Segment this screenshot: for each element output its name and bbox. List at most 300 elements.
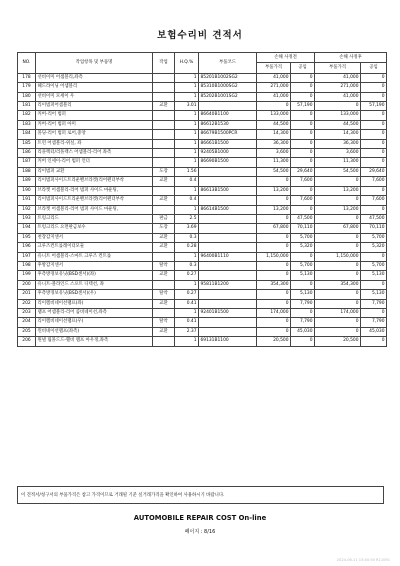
cell-no: 187 [18, 158, 36, 167]
table-row [18, 139, 387, 148]
cell-code [199, 167, 257, 176]
cell-work [153, 186, 175, 195]
cell-no: 203 [18, 308, 36, 317]
cell-after-labor: 0 [361, 92, 387, 101]
cell-work [153, 120, 175, 129]
cell-name: 리이범퍼사이드트리운밴브라켓(리어펜더부착 [36, 196, 153, 205]
cell-after-part: 67,800 [315, 224, 361, 233]
cell-code [199, 261, 257, 270]
col-name-header: 작업항목 및 부품명 [36, 53, 153, 74]
cell-no: 178 [18, 73, 36, 82]
col-before-labor-header: 공임 [291, 63, 315, 73]
table-row [18, 83, 387, 92]
cell-code: 96400B1110 [199, 252, 257, 261]
cell-before-labor: 57,190 [291, 102, 315, 111]
table-body [18, 73, 387, 346]
cell-work: 도장 [153, 224, 175, 233]
cell-no: 188 [18, 167, 36, 176]
cell-no: 180 [18, 92, 36, 101]
table-row [18, 233, 387, 242]
table-row [18, 214, 387, 223]
cell-before-part: 13,200 [257, 205, 291, 214]
cell-work: 탈착 [153, 290, 175, 299]
cell-before-part: 174,000 [257, 308, 291, 317]
cell-after-part: 0 [315, 299, 361, 308]
cell-no: 197 [18, 252, 36, 261]
cell-work: 교환 [153, 327, 175, 336]
cell-name: 원넬 림몰드드-휀비 램프 아우정,좌측 [36, 337, 153, 346]
cell-after-part: 41,000 [315, 92, 361, 101]
table-row [18, 111, 387, 120]
cell-before-part: 20,500 [257, 337, 291, 346]
cell-name: 몰딩-리어 범퍼 로어,중앙 [36, 130, 153, 139]
cell-after-part: 0 [315, 102, 361, 111]
cell-after-part: 0 [315, 271, 361, 280]
table-row [18, 308, 387, 317]
cell-name: 유니트-블라인드 스포트 디텍션, 좌 [36, 280, 153, 289]
cell-after-part: 174,000 [315, 308, 361, 317]
cell-after-labor: 5,700 [361, 233, 387, 242]
cell-name: 선비이미 모세이 우 [36, 92, 153, 101]
cell-name: 유니트 어셈블리-스마트 크루즈 컨트롤 [36, 252, 153, 261]
cell-name: 브라켓 어셈블리-리어 범퍼 사이드 마운팅, [36, 186, 153, 195]
cell-before-labor: 0 [291, 111, 315, 120]
cell-before-labor: 0 [291, 308, 315, 317]
cell-work: 도장 [153, 167, 175, 176]
cell-code [199, 318, 257, 327]
cell-name: 헤드라이닝 어셈블리 [36, 83, 153, 92]
cell-no: 206 [18, 337, 36, 346]
cell-hq: 0.27 [175, 290, 199, 299]
cell-no: 205 [18, 327, 36, 336]
cell-name: 커버 인세이-리어 범퍼 언더 [36, 158, 153, 167]
cell-after-part: 1,150,000 [315, 252, 361, 261]
cell-before-labor: 0 [291, 120, 315, 129]
cell-work [153, 158, 175, 167]
cell-after-labor: 0 [361, 252, 387, 261]
cell-after-labor: 0 [361, 73, 387, 82]
cell-no: 196 [18, 243, 36, 252]
cell-hq: 1 [175, 205, 199, 214]
table-row [18, 318, 387, 327]
cell-code: 92401B1500 [199, 308, 257, 317]
cell-no: 204 [18, 318, 36, 327]
col-no-header: NO. [18, 53, 36, 74]
cell-no: 198 [18, 261, 36, 270]
cell-before-labor: 5,130 [291, 290, 315, 299]
cell-before-labor: 0 [291, 337, 315, 346]
cell-before-part: 0 [257, 102, 291, 111]
cell-code: 86690B1500 [199, 158, 257, 167]
cell-work: 판금 [153, 214, 175, 223]
cell-hq: 1 [175, 149, 199, 158]
cell-before-part: 354,300 [257, 280, 291, 289]
table-row [18, 280, 387, 289]
cell-name: 선비이미 어셈블리,좌측 [36, 73, 153, 82]
cell-after-part: 0 [315, 214, 361, 223]
cell-after-labor: 7,790 [361, 299, 387, 308]
cell-after-part: 0 [315, 261, 361, 270]
cell-code: 86612B1530 [199, 120, 257, 129]
cell-work [153, 139, 175, 148]
cell-no: 189 [18, 177, 36, 186]
cell-after-part: 0 [315, 318, 361, 327]
cell-no: 195 [18, 233, 36, 242]
table-row [18, 130, 387, 139]
cell-after-part: 13,200 [315, 205, 361, 214]
cell-name: 브라켓 어셈블리-리어 범퍼 사이드 마운팅, [36, 205, 153, 214]
col-before-part-header: 부품가격 [257, 63, 291, 73]
cell-name: 윈비네이션램프(좌측) [36, 327, 153, 336]
cell-hq: 3.69 [175, 224, 199, 233]
cell-code [199, 271, 257, 280]
table-row [18, 224, 387, 233]
cell-before-labor: 0 [291, 280, 315, 289]
cell-after-part: 0 [315, 233, 361, 242]
table-row [18, 252, 387, 261]
cell-after-part: 3,600 [315, 149, 361, 158]
cell-after-labor: 5,320 [361, 243, 387, 252]
cell-before-part: 0 [257, 177, 291, 186]
cell-before-part: 0 [257, 299, 291, 308]
cell-before-part: 54,500 [257, 167, 291, 176]
cell-name: 트렁크리드 요면판금보수 [36, 224, 153, 233]
cell-work [153, 205, 175, 214]
cell-after-labor: 0 [361, 308, 387, 317]
cell-code: 85202B1001SG2 [199, 92, 257, 101]
cell-no: 186 [18, 149, 36, 158]
cell-code: 69131B1100 [199, 337, 257, 346]
cell-hq: 1 [175, 186, 199, 195]
page-number: 페이지 : 8/16 [184, 529, 216, 535]
cell-before-part: 41,000 [257, 73, 291, 82]
cell-before-labor: 0 [291, 252, 315, 261]
cell-name: 트윈 어셈블리-위실, 좌 [36, 139, 153, 148]
cell-hq: 3.01 [175, 102, 199, 111]
footer-title: AUTOMOBILE REPAIR COST On-line [133, 514, 267, 522]
cell-code: 86614B1500 [199, 205, 257, 214]
cell-after-labor: 7,600 [361, 196, 387, 205]
cell-after-labor: 0 [361, 83, 387, 92]
cell-before-part: 0 [257, 290, 291, 299]
cell-before-part: 1,150,000 [257, 252, 291, 261]
cell-after-labor: 5,130 [361, 290, 387, 299]
cell-before-labor: 7,600 [291, 177, 315, 186]
cell-before-part: 0 [257, 196, 291, 205]
cell-after-labor: 0 [361, 111, 387, 120]
cell-no: 183 [18, 120, 36, 129]
cell-hq: 0.27 [175, 271, 199, 280]
cell-after-part: 0 [315, 327, 361, 336]
cell-work [153, 280, 175, 289]
cell-after-labor: 45,030 [361, 327, 387, 336]
cell-before-labor: 0 [291, 139, 315, 148]
cell-name: 후측방경보유닛(BSD센서)(좌) [36, 271, 153, 280]
cell-name: 후측방경보유닛(BSD센서)(우) [36, 290, 153, 299]
table-row [18, 261, 387, 270]
cell-after-part: 0 [315, 243, 361, 252]
cell-after-part: 0 [315, 290, 361, 299]
table-row [18, 205, 387, 214]
cell-no: 201 [18, 290, 36, 299]
cell-before-labor: 29,640 [291, 167, 315, 176]
cell-code [199, 290, 257, 299]
cell-before-labor: 5,320 [291, 243, 315, 252]
col-work-header: 작업 [153, 53, 175, 74]
cell-work: 교환 [153, 271, 175, 280]
cell-before-part: 3,600 [257, 149, 291, 158]
cell-after-labor: 5,700 [361, 261, 387, 270]
cell-code [199, 102, 257, 111]
cell-before-labor: 70,110 [291, 224, 315, 233]
cell-work [153, 252, 175, 261]
cell-name: 리이범퍼 교환 [36, 167, 153, 176]
cell-after-labor: 57,190 [361, 102, 387, 111]
estimate-table [17, 52, 387, 347]
cell-no: 179 [18, 83, 36, 92]
col-after-labor-header: 공임 [361, 63, 387, 73]
cell-before-labor: 47,500 [291, 214, 315, 223]
cell-work [153, 130, 175, 139]
cell-before-labor: 0 [291, 186, 315, 195]
cell-no: 181 [18, 102, 36, 111]
cell-before-part: 0 [257, 261, 291, 270]
col-code-header: 부품코드 [199, 53, 257, 74]
cell-name: 후방감지센서 [36, 261, 153, 270]
cell-hq: 1 [175, 158, 199, 167]
cell-hq: 1 [175, 130, 199, 139]
cell-name: 크루즈컨트롤레이더모듈 [36, 243, 153, 252]
table-row [18, 337, 387, 346]
cell-before-part: 0 [257, 271, 291, 280]
cell-after-labor: 0 [361, 205, 387, 214]
cell-code: 92405B1000 [199, 149, 257, 158]
cell-hq: 0.3 [175, 261, 199, 270]
cell-code: 85310B1000SG2 [199, 83, 257, 92]
cell-no: 193 [18, 214, 36, 223]
cell-before-part: 36,300 [257, 139, 291, 148]
cell-before-labor: 0 [291, 92, 315, 101]
table-row [18, 243, 387, 252]
table-row [18, 290, 387, 299]
cell-hq: 1 [175, 337, 199, 346]
cell-code [199, 196, 257, 205]
cell-before-labor: 5,130 [291, 271, 315, 280]
cell-hq: 0.28 [175, 243, 199, 252]
cell-hq: 1 [175, 252, 199, 261]
cell-hq: 2.37 [175, 327, 199, 336]
cell-after-labor: 0 [361, 130, 387, 139]
cell-before-part: 0 [257, 243, 291, 252]
cell-before-part: 13,200 [257, 186, 291, 195]
cell-before-part: 11,300 [257, 158, 291, 167]
disclaimer-note: 이 견적서/청구서의 부품가격은 참고 가격이므로 거래될 기준 실거래가격을 확인하여 사용하시기 바랍니다. [17, 486, 384, 504]
cell-work: 탈착 [153, 261, 175, 270]
table-row [18, 149, 387, 158]
cell-before-labor: 7,790 [291, 318, 315, 327]
cell-work [153, 83, 175, 92]
col-before-header: 손해 사정전 [257, 53, 315, 63]
cell-no: 194 [18, 224, 36, 233]
document-title: 보험수리비 견적서 [157, 30, 243, 41]
cell-code: 85201B1002SG2 [199, 73, 257, 82]
cell-after-labor: 0 [361, 149, 387, 158]
cell-after-part: 41,000 [315, 73, 361, 82]
cell-after-labor: 0 [361, 158, 387, 167]
cell-before-labor: 0 [291, 205, 315, 214]
cell-before-part: 67,800 [257, 224, 291, 233]
cell-before-labor: 5,700 [291, 233, 315, 242]
cell-work [153, 73, 175, 82]
cell-before-part: 44,500 [257, 120, 291, 129]
cell-after-part: 54,500 [315, 167, 361, 176]
cell-before-labor: 0 [291, 130, 315, 139]
cell-hq: 2.5 [175, 214, 199, 223]
cell-before-part: 0 [257, 318, 291, 327]
cell-code: 86661B1500 [199, 139, 257, 148]
table-row [18, 167, 387, 176]
cell-hq: 1 [175, 111, 199, 120]
cell-name: 리플렉터/리플렉스 어셈블리-리어 좌측 [36, 149, 153, 158]
cell-before-labor: 0 [291, 149, 315, 158]
cell-after-labor: 0 [361, 186, 387, 195]
cell-work: 교환 [153, 196, 175, 205]
cell-work: 교환 [153, 233, 175, 242]
table-row [18, 120, 387, 129]
cell-code: 86613B1500 [199, 186, 257, 195]
cell-before-labor: 5,700 [291, 261, 315, 270]
cell-no: 200 [18, 280, 36, 289]
cell-hq: 1 [175, 83, 199, 92]
cell-name: 램프 어셈블리-리어 콤비네이션,좌측 [36, 308, 153, 317]
cell-hq: 1 [175, 120, 199, 129]
cell-work [153, 111, 175, 120]
cell-name: 리이범퍼사이드트리운밴브라켓(리어펜더부착 [36, 177, 153, 186]
cell-after-labor: 5,130 [361, 271, 387, 280]
cell-code [199, 177, 257, 186]
cell-code [199, 214, 257, 223]
cell-hq: 0.3 [175, 233, 199, 242]
cell-before-labor: 0 [291, 158, 315, 167]
cell-work [153, 149, 175, 158]
cell-name: 리이렘비네이션램프(좌) [36, 299, 153, 308]
cell-before-part: 271,000 [257, 83, 291, 92]
cell-code: 95811B1200 [199, 280, 257, 289]
table-row [18, 299, 387, 308]
cell-before-part: 14,300 [257, 130, 291, 139]
cell-no: 182 [18, 111, 36, 120]
cell-before-labor: 0 [291, 73, 315, 82]
cell-after-labor: 7,600 [361, 177, 387, 186]
cell-before-part: 0 [257, 233, 291, 242]
cell-after-labor: 47,500 [361, 214, 387, 223]
cell-code [199, 224, 257, 233]
cell-hq: 1 [175, 139, 199, 148]
table-row [18, 186, 387, 195]
cell-before-part: 133,000 [257, 111, 291, 120]
cell-hq: 1 [175, 308, 199, 317]
cell-no: 185 [18, 139, 36, 148]
col-after-header: 손해 사정후 [315, 53, 387, 63]
cell-hq: 0.4 [175, 177, 199, 186]
cell-no: 202 [18, 299, 36, 308]
cell-before-labor: 45,030 [291, 327, 315, 336]
cell-work: 탈착 [153, 318, 175, 327]
cell-after-labor: 70,110 [361, 224, 387, 233]
cell-work: 교환 [153, 177, 175, 186]
cell-after-part: 36,300 [315, 139, 361, 148]
print-stamp: 2024-06-11 15:40:50 R11091 [336, 558, 390, 562]
cell-after-part: 354,300 [315, 280, 361, 289]
col-after-part-header: 부품가격 [315, 63, 361, 73]
cell-hq: 1 [175, 73, 199, 82]
cell-after-labor: 29,640 [361, 167, 387, 176]
cell-code [199, 243, 257, 252]
table-row [18, 196, 387, 205]
cell-before-part: 0 [257, 327, 291, 336]
cell-work [153, 337, 175, 346]
table-row [18, 102, 387, 111]
cell-before-part: 0 [257, 214, 291, 223]
cell-before-part: 41,000 [257, 92, 291, 101]
cell-after-part: 44,500 [315, 120, 361, 129]
cell-hq: 1.56 [175, 167, 199, 176]
cell-code [199, 233, 257, 242]
table-row [18, 92, 387, 101]
cell-hq: 0.41 [175, 318, 199, 327]
cell-code [199, 327, 257, 336]
table-header [18, 53, 387, 74]
cell-no: 192 [18, 205, 36, 214]
cell-hq: 0.41 [175, 299, 199, 308]
cell-after-labor: 0 [361, 280, 387, 289]
cell-code: 86679B1500PCR [199, 130, 257, 139]
cell-after-part: 13,200 [315, 186, 361, 195]
cell-after-part: 0 [315, 196, 361, 205]
cell-no: 190 [18, 186, 36, 195]
cell-no: 199 [18, 271, 36, 280]
cell-code: 86640B1100 [199, 111, 257, 120]
cell-after-part: 11,300 [315, 158, 361, 167]
cell-hq: 1 [175, 92, 199, 101]
cell-name: 커버-리어 범퍼 [36, 111, 153, 120]
cell-code [199, 299, 257, 308]
cell-work [153, 92, 175, 101]
cell-hq: 0.4 [175, 196, 199, 205]
cell-after-part: 271,000 [315, 83, 361, 92]
table-row [18, 177, 387, 186]
table-row [18, 158, 387, 167]
col-hq-header: H.Q.% [175, 53, 199, 74]
cell-name: 리이렘비네이션램프(우) [36, 318, 153, 327]
cell-hq: 1 [175, 280, 199, 289]
cell-work: 교환 [153, 299, 175, 308]
cell-name: 리이범퍼어셈블리 [36, 102, 153, 111]
cell-after-labor: 7,790 [361, 318, 387, 327]
cell-no: 191 [18, 196, 36, 205]
cell-after-labor: 0 [361, 120, 387, 129]
cell-work: 교환 [153, 102, 175, 111]
table-row [18, 73, 387, 82]
cell-after-part: 14,300 [315, 130, 361, 139]
cell-work [153, 308, 175, 317]
cell-after-labor: 0 [361, 139, 387, 148]
cell-work: 교환 [153, 243, 175, 252]
cell-after-part: 133,000 [315, 111, 361, 120]
cell-name: 천장감지센서 [36, 233, 153, 242]
cell-after-part: 0 [315, 177, 361, 186]
table-row [18, 327, 387, 336]
